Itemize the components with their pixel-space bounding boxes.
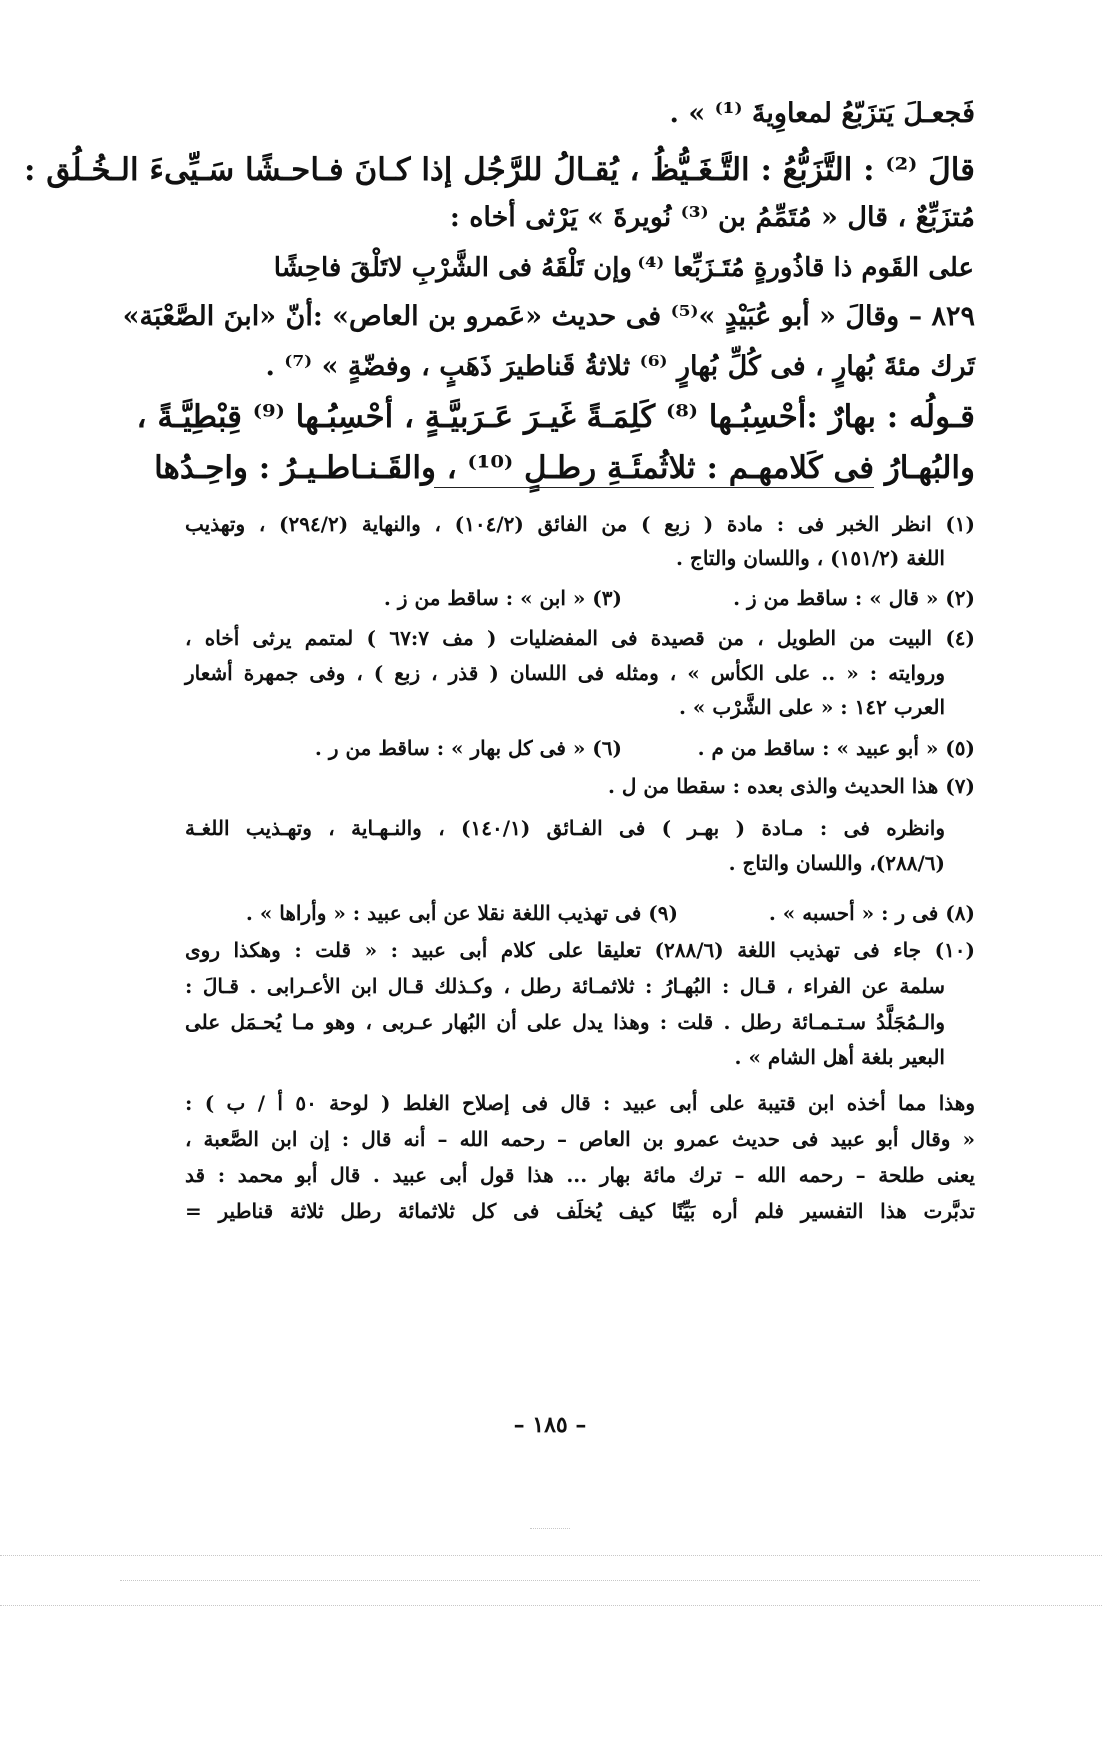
footnote-10-line-8: تدبَّرت هذا التفسير فلم أره بَيِّنًا كيف يُخلَف فى كل ثلاثمائة رطل ثلاثة قناطير = [185,1199,976,1223]
footnote-10-line-5: وهذا مما أخذه ابن قتيبة على أبى عبيد : قال فى إصلاح الغلط ( لوحة ٥٠ أ / ب ) : [185,1091,975,1115]
footnote-separator-line [434,487,874,488]
footnote-6: (٦) « فى كل بهار » : ساقط من ر . [314,736,622,760]
scan-noise-mark [530,1528,570,1529]
main-text-line-8: والبُهـارُ فى كَلامهـم : ثلاثُمئَـةِ رطـلٍ ⁽¹⁰⁾ ، والقَـنـاطـيـرُ : واحِـدُها [154,450,975,486]
footnote-1-line-1: (١) انظر الخبر فى : مادة ( زبع ) من الفائق (١٠٤/٢) ، والنهاية (٢٩٤/٢) ، وتهذيب [185,512,976,536]
main-text-line-7: قـولُه : بهارٌ :أحْسِبُـها ⁽⁸⁾ كَلِمَـةً غَيـرَ عَـرَبيَّـةٍ ، أحْسِبُـها ⁽⁹⁾ قِبْطِيَّـةً ، [136,399,975,435]
verse-hemistich-first: وإن تَلْقَهُ فى الشَّرْبِ لاتَلْقَ فاحِشًا [273,253,632,283]
footnote-7-line-2: وانظره فى : مـادة ( بهـر ) فى الفـائق (١٤٠/١) ، والنـهـاية ، وتهـذيب اللغـة [185,816,946,840]
footnote-10-line-1: (١٠) جاء فى تهذيب اللغة (٢٨٨/٦) تعليقا على كلام أبى عبيد : « قلت : وهكذا روى [185,938,975,962]
verse-hemistich-second: على القَوم ذا قاذُورةٍ مُتَـزَبِّعا ⁽⁴⁾ [637,253,974,283]
main-text-line-3: مُتزَبِّعٌ ، قال « مُتَمِّمُ بن ⁽³⁾ نُويرةَ » يَرْثى أخاه : [449,202,975,233]
footnote-5: (٥) « أبو عبيد » : ساقط من م . [697,736,975,760]
footnote-10-line-4: البعير بلغة أهل الشام » . [734,1045,945,1069]
footnote-4-line-1: (٤) البيت من الطويل ، من قصيدة فى المفضليات ( مف ٦٧:٧ ) لمتمم يرثى أخاه ، [185,626,975,650]
footnote-2: (٢) « قال » : ساقط من ز . [733,586,975,610]
footnote-10-line-2: سلمة عن الفراء ، قـال : البُهـارُ : ثلاثمـائة رطل ، وكـذلك قـال ابن الأعـرابى . قـالَ : [185,974,945,998]
main-text-line-2: قالَ ⁽²⁾ : التَّزَبُّعُ : التَّـغَـيُّظُ ، يُقـالُ للرَّجُل إذا كـانَ فـاحـشًا سَـيِّىءَ الـخُـلُق : [24,152,975,188]
main-text-line-1: فَجعـلَ يَتزَبّعُ لمعاوِيةَ ⁽¹⁾ » . [669,98,975,129]
footnote-7-line-3: (٢٨٨/٦)، واللسان والتاج . [728,851,945,875]
scan-noise-line [0,1555,1102,1556]
footnote-4-line-3: العرب ١٤٢ : « على الشَّرْب » . [678,695,945,719]
footnote-10-line-3: والـمُجَلَّدُ سـتـمـائة رطل . قلت : وهذا يدل على أن البُهار عـربى ، وهو مـا يُحـمَل على [185,1010,945,1034]
main-text-line-6: تَرك مئةَ بُهارٍ ، فى كُلِّ بُهارٍ ⁽⁶⁾ ثلاثةُ قَناطيرَ ذَهَبٍ ، وفضّةٍ » ⁽⁷⁾ . [265,351,975,382]
page-number: – ١٨٥ – [513,1412,587,1438]
footnote-9: (٩) فى تهذيب اللغة نقلا عن أبى عبيد : « وأراها » . [245,901,678,925]
footnote-1-line-2: اللغة (١٥١/٢) ، واللسان والتاج . [676,546,945,570]
footnote-7-line-1: (٧) هذا الحديث والذى بعده : سقطا من ل . [607,774,975,798]
footnote-8: (٨) فى ر : « أحسبه » . [768,901,975,925]
scan-noise-line [0,1605,1102,1606]
main-text-line-5: ٨٢٩ – وقالَ « أبو عُبَيْدٍ »⁽⁵⁾ فى حديث «عَمرو بن العاص» :أنّ «ابنَ الصَّعْبَة» [122,301,975,332]
footnote-4-line-2: وروايته : « .. على الكأس » ، ومثله فى اللسان ( قذر ، زبع ) ، وفى جمهرة أشعار [185,661,945,685]
footnote-10-line-7: يعنى طلحة – رحمه الله – ترك مائة بهار ... هذا قول أبى عبيد . قال أبو محمد : قد [185,1163,975,1187]
footnote-3: (٣) « ابن » : ساقط من ز . [383,586,622,610]
scan-noise-line [120,1580,980,1581]
footnote-10-line-6: « وقال أبو عبيد فى حديث عمرو بن العاص – رحمه الله – أنه قال : إن ابن الصَّعبة ، [185,1127,975,1151]
